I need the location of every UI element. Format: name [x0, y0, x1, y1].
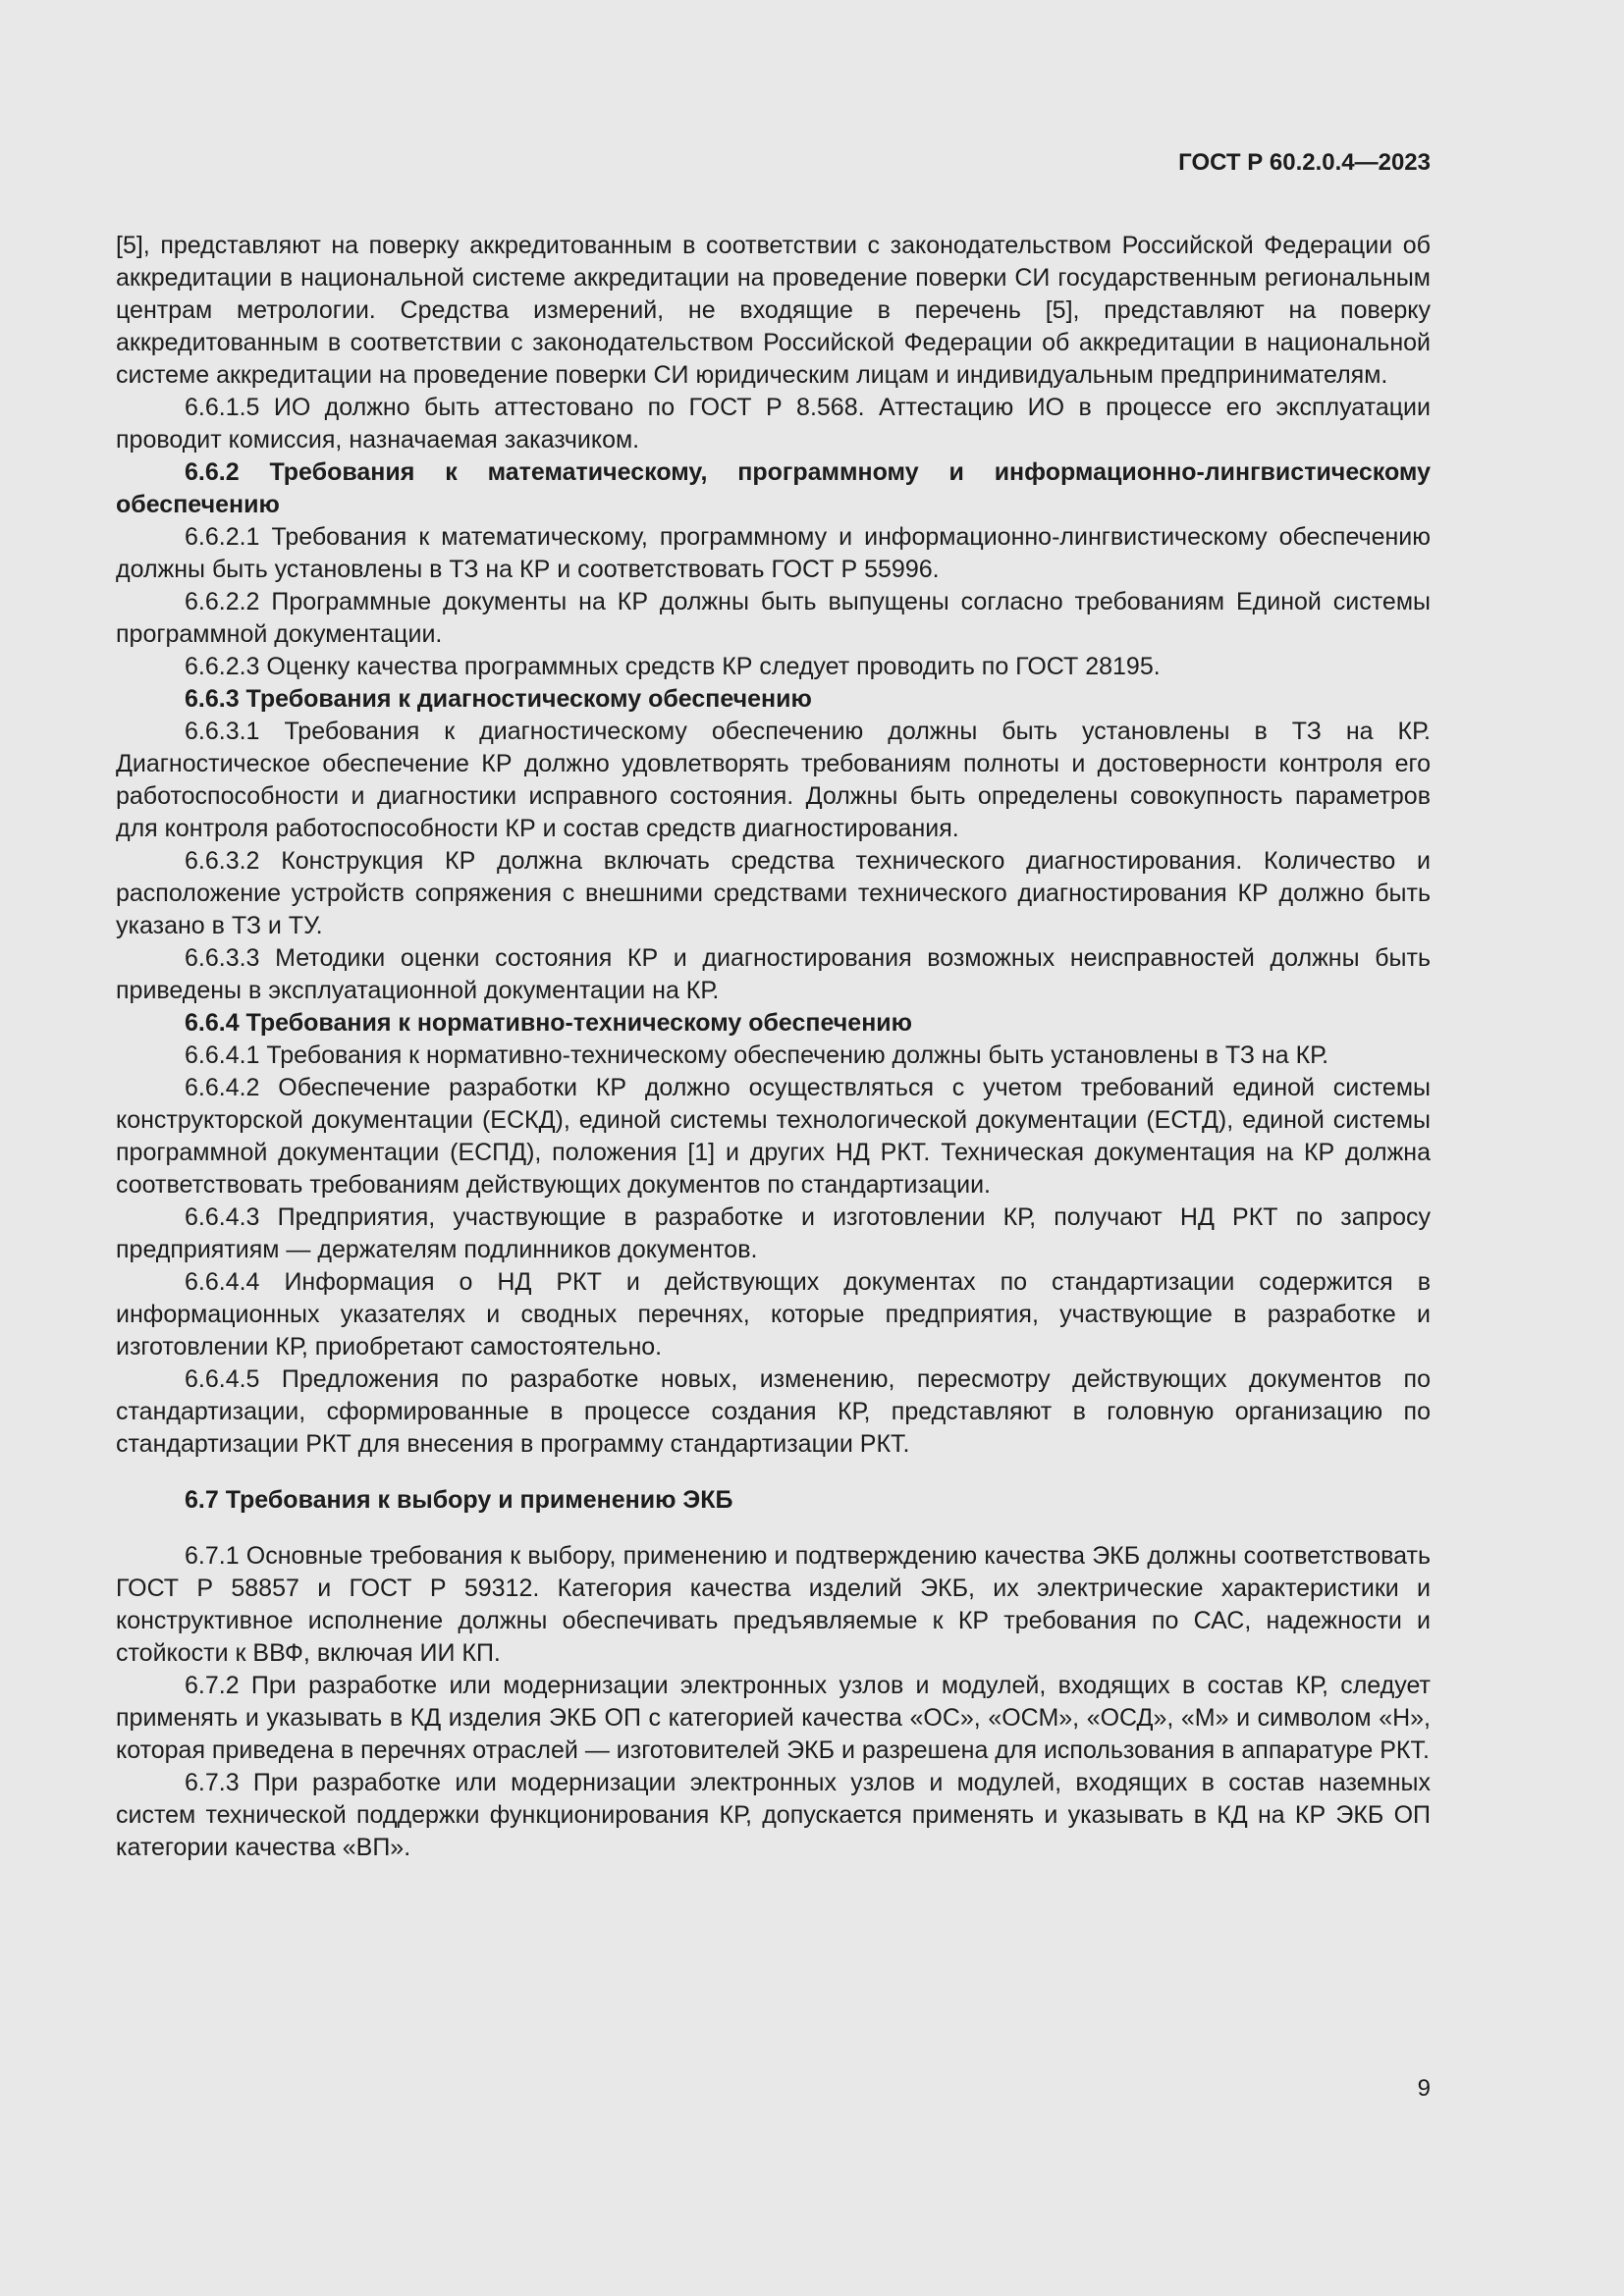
heading-6-6-4: 6.6.4 Требования к нормативно-техническому обеспечению	[185, 1009, 913, 1037]
heading-6-7: 6.7 Требования к выбору и применению ЭКБ	[185, 1486, 733, 1514]
paragraph-6-6-4-5: 6.6.4.5 Предложения по разработке новых, изменению, пересмотру действующих документов по стандартизации, сформированные в процессе создания КР, представляют в головную организацию по стандартизации РКТ для внесения в программу стандартизации РКТ.	[116, 1365, 1431, 1458]
paragraph-6-7-1: 6.7.1 Основные требования к выбору, применению и подтверждению качества ЭКБ должны соответствовать ГОСТ Р 58857 и ГОСТ Р 59312. Категория качества изделий ЭКБ, их электрические характеристики и конструктивное исполнение должны обеспечивать предъявляемые к КР требования по САС, надежности и стойкости к ВВФ, включая ИИ КП.	[116, 1542, 1431, 1667]
paragraph-6-6-4-3: 6.6.4.3 Предприятия, участвующие в разработке и изготовлении КР, получают НД РКТ по запросу предприятиям — держателям подлинников документов.	[116, 1203, 1431, 1263]
paragraph-6-6-3-2: 6.6.3.2 Конструкция КР должна включать средства технического диагностирования. Количество и расположение устройств сопряжения с внешними средствами технического диагностирования КР должно быть указано в ТЗ и ТУ.	[116, 847, 1431, 939]
document-body	[116, 230, 1431, 1864]
heading-6-6-2: 6.6.2 Требования к математическому, программному и информационно-лингвистическому обеспечению	[116, 458, 1431, 518]
paragraph-6-6-3-1: 6.6.3.1 Требования к диагностическому обеспечению должны быть установлены в ТЗ на КР. Диагностическое обеспечение КР должно удовлетворять требованиям полноты и достоверности контроля его работоспособности и диагностики исправного состояния. Должны быть определены совокупность параметров для контроля работоспособности КР и состав средств диагностирования.	[116, 718, 1431, 842]
paragraph-6-6-1-5: 6.6.1.5 ИО должно быть аттестовано по ГОСТ Р 8.568. Аттестацию ИО в процессе его эксплуатации проводит комиссия, назначаемая заказчиком.	[116, 394, 1431, 454]
paragraph-6-6-4-4: 6.6.4.4 Информация о НД РКТ и действующих документах по стандартизации содержится в информационных указателях и сводных перечнях, которые предприятия, участвующие в разработке и изготовлении КР, приобретают самостоятельно.	[116, 1268, 1431, 1361]
page-number: 9	[1417, 2075, 1431, 2102]
paragraph-6-6-4-1: 6.6.4.1 Требования к нормативно-техническому обеспечению должны быть установлены в ТЗ на КР.	[185, 1041, 1329, 1069]
paragraph-6-6-2-1: 6.6.2.1 Требования к математическому, программному и информационно-лингвистическому обеспечению должны быть установлены в ТЗ на КР и соответствовать ГОСТ Р 55996.	[116, 523, 1431, 583]
standard-designation: ГОСТ Р 60.2.0.4—2023	[1178, 149, 1431, 176]
paragraph-6-6-3-3: 6.6.3.3 Методики оценки состояния КР и диагностирования возможных неисправностей должны быть приведены в эксплуатационной документации на КР.	[116, 944, 1431, 1004]
paragraph-6-6-4-2: 6.6.4.2 Обеспечение разработки КР должно осуществляться с учетом требований единой системы конструкторской документации (ЕСКД), единой системы технологической документации (ЕСТД), единой системы программной документации (ЕСПД), положения [1] и других НД РКТ. Техническая документация на КР должна соответствовать требованиям действующих документов по стандартизации.	[116, 1074, 1431, 1199]
heading-6-6-3: 6.6.3 Требования к диагностическому обеспечению	[185, 685, 812, 713]
paragraph-6-7-2: 6.7.2 При разработке или модернизации электронных узлов и модулей, входящих в состав КР, следует применять и указывать в КД изделия ЭКБ ОП с категорией качества «ОС», «ОСМ», «ОСД», «М» и символом «Н», которая приведена в перечнях отраслей — изготовителей ЭКБ и разрешена для использования в аппаратуре РКТ.	[116, 1672, 1431, 1764]
paragraph-6-6-2-2: 6.6.2.2 Программные документы на КР должны быть выпущены согласно требованиям Единой системы программной документации.	[116, 588, 1431, 648]
paragraph-6-7-3: 6.7.3 При разработке или модернизации электронных узлов и модулей, входящих в состав наземных систем технической поддержки функционирования КР, допускается применять и указывать в КД на КР ЭКБ ОП категории качества «ВП».	[116, 1769, 1431, 1861]
paragraph-6-6-2-3: 6.6.2.3 Оценку качества программных средств КР следует проводить по ГОСТ 28195.	[185, 653, 1161, 680]
paragraph-continuation: [5], представляют на поверку аккредитованным в соответствии с законодательством Российской Федерации об аккредитации в национальной системе аккредитации на проведение поверки СИ государственным региональным центрам метрологии. Средства измерений, не входящие в перечень [5], представляют на поверку аккредитованным в соответствии с законодательством Российской Федерации об аккредитации в национальной системе аккредитации на проведение поверки СИ юридическим лицам и индивидуальным предпринимателям.	[116, 232, 1431, 389]
